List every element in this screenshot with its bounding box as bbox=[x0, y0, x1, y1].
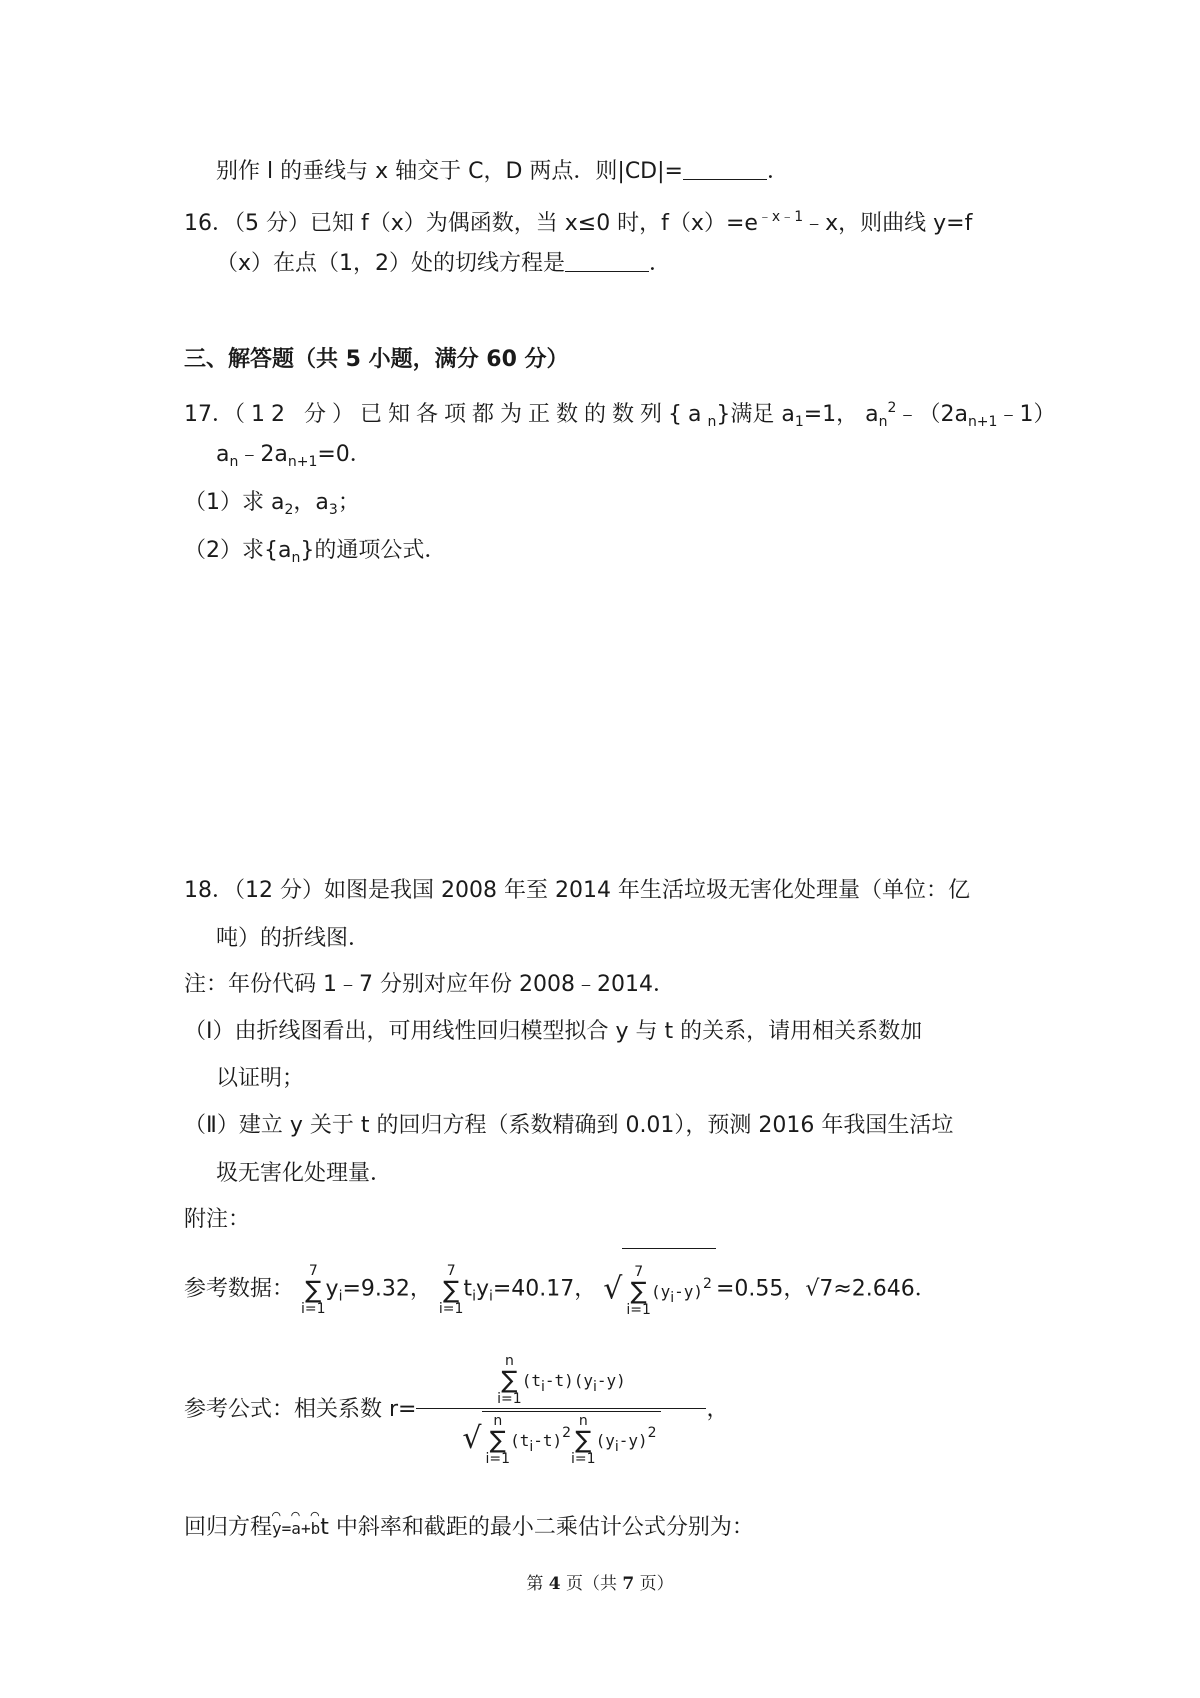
q17-line2 bbox=[216, 440, 372, 477]
ref-y: y bbox=[325, 1276, 339, 1302]
q18-text-1: （12 分）如图是我国 2008 年至 2014 年生活垃圾无害化处理量（单位：亿 bbox=[234, 878, 970, 903]
den-sum1-sigma: ∑ bbox=[489, 1426, 506, 1454]
ref-y2: y bbox=[475, 1276, 489, 1302]
num-sum-bottom: i=1 bbox=[497, 1391, 522, 1407]
sum3-top: 7 bbox=[634, 1264, 644, 1280]
q17-l2-b: ﹣2a bbox=[238, 442, 288, 467]
sq-sup: 2 bbox=[703, 1276, 712, 1292]
q17-l2-sub-np1: n+1 bbox=[287, 454, 318, 470]
den-sum2-bottom: i=1 bbox=[571, 1451, 596, 1467]
q18-appendix-text: 附注： bbox=[184, 1207, 251, 1232]
q15-tail-line bbox=[216, 157, 789, 187]
q17-sup-2: 2 bbox=[887, 400, 897, 416]
num-sum-sigma: ∑ bbox=[501, 1366, 518, 1394]
q18-number: 18． bbox=[184, 878, 234, 903]
sum1-bottom: i=1 bbox=[301, 1300, 326, 1317]
q18-note-text: 注：年份代码 1﹣7 分别对应年份 2008﹣2014． bbox=[184, 972, 675, 997]
den-b-sub: i bbox=[614, 1439, 619, 1455]
ref-y-sub: i bbox=[338, 1288, 343, 1305]
q17-part1 bbox=[184, 488, 360, 525]
fraction-denominator bbox=[416, 1409, 706, 1466]
ref-val-3: =0.55， bbox=[715, 1276, 806, 1302]
num-sum-top: n bbox=[504, 1353, 514, 1369]
q17-p1-sub3: 3 bbox=[328, 502, 338, 518]
page-footer bbox=[0, 1569, 1200, 1594]
regression-text-a: 回归方程 bbox=[184, 1515, 273, 1540]
footer-total-pages: 7 bbox=[622, 1574, 635, 1594]
sq-sub: i bbox=[670, 1290, 675, 1306]
q15-answer-blank bbox=[683, 159, 767, 180]
footer-a: 第 bbox=[526, 1574, 549, 1594]
formula-end: ， bbox=[706, 1397, 729, 1422]
q16-line1 bbox=[184, 202, 972, 239]
sq-rest: -y) bbox=[674, 1282, 704, 1301]
den-sum1-top: n bbox=[493, 1413, 503, 1429]
q18-note bbox=[184, 970, 675, 1000]
q15-abs-cd: |CD|= bbox=[617, 159, 683, 184]
q16-text-a: （5 分）已知 f（x）为偶函数，当 x≤0 时，f（x）=e bbox=[234, 211, 758, 236]
den-sum2-sigma: ∑ bbox=[575, 1426, 592, 1454]
q17-text-d: ﹣（2a bbox=[896, 402, 968, 427]
ref-val-1: =9.32， bbox=[342, 1276, 432, 1302]
q17-line1 bbox=[184, 393, 1055, 437]
regression-y-hat: ⌒ y bbox=[272, 1514, 282, 1544]
regression-a-hat: ⌒ a bbox=[291, 1514, 301, 1544]
sqrt-box bbox=[622, 1248, 716, 1331]
sum2-sigma: ∑ bbox=[443, 1275, 460, 1304]
q16-number: 16． bbox=[184, 211, 234, 236]
q18-part2-line1 bbox=[184, 1111, 953, 1141]
den-a-rest: -t) bbox=[533, 1431, 563, 1450]
q17-l2-a: a bbox=[216, 442, 230, 467]
ref-t-sub: i bbox=[472, 1288, 476, 1305]
footer-c: 页） bbox=[634, 1574, 674, 1594]
num-b: -t)(y bbox=[544, 1371, 594, 1390]
q18-text-2: 吨）的折线图． bbox=[216, 926, 371, 951]
q17-sub-np1: n+1 bbox=[967, 414, 998, 430]
den-b-rest: -y) bbox=[618, 1431, 648, 1450]
footer-b: 页（共 bbox=[560, 1574, 623, 1594]
radical-icon: √ bbox=[603, 1271, 623, 1307]
regression-t: t bbox=[320, 1515, 329, 1540]
regression-plus: + bbox=[300, 1519, 311, 1538]
den-a-sub: i bbox=[529, 1439, 534, 1455]
q18-part2-text-2: 圾无害化处理量． bbox=[216, 1161, 393, 1186]
q18-line1 bbox=[184, 876, 970, 906]
num-a-sub: i bbox=[540, 1379, 545, 1395]
den-a: (t bbox=[510, 1431, 530, 1450]
q18-part2-text-1: （Ⅱ）建立 y 关于 t 的回归方程（系数精确到 0.01），预测 2016 年我国生活垃 bbox=[184, 1113, 954, 1138]
q16-text-c: （x）在点（1，2）处的切线方程是 bbox=[216, 251, 566, 276]
ref-data-label: 参考数据： bbox=[184, 1276, 295, 1302]
den-sqrt bbox=[482, 1411, 661, 1466]
num-a: (t bbox=[521, 1371, 541, 1390]
q15-tail-text: 别作 l 的垂线与 x 轴交于 C，D 两点．则 bbox=[216, 159, 618, 184]
q16-line2 bbox=[216, 249, 671, 279]
den-b: (y bbox=[595, 1431, 615, 1450]
q18-part1-text-1: （Ⅰ）由折线图看出，可用线性回归模型拟合 y 与 t 的关系，请用相关系数加 bbox=[184, 1019, 923, 1044]
regression-text-b: 中斜率和截距的最小二乘估计公式分别为： bbox=[328, 1515, 754, 1540]
ref-y2-sub: i bbox=[488, 1288, 493, 1305]
q18-part2-line2 bbox=[216, 1159, 392, 1189]
num-c: -y) bbox=[596, 1371, 626, 1390]
q17-number: 17． bbox=[184, 402, 234, 427]
q17-text-a: （12 分）已知各项都为正数的数列{a bbox=[234, 402, 708, 427]
regression-b-hat: ⌒ b bbox=[311, 1514, 321, 1544]
den-sum-1 bbox=[486, 1414, 511, 1466]
den-radical-icon: √ bbox=[462, 1421, 482, 1456]
q17-text-e: ﹣1） bbox=[997, 402, 1056, 427]
sum-symbol-2 bbox=[439, 1264, 464, 1316]
ref-formula-label: 参考公式：相关系数 r= bbox=[184, 1397, 417, 1422]
sum3-sigma: ∑ bbox=[630, 1277, 647, 1305]
q17-p1-a: （1）求 a bbox=[184, 490, 285, 515]
ref-formula-line bbox=[184, 1340, 729, 1480]
q18-line2 bbox=[216, 924, 370, 954]
q18-part1-line2 bbox=[216, 1064, 304, 1094]
sum1-top: 7 bbox=[308, 1262, 318, 1279]
den-sum1-bottom: i=1 bbox=[485, 1451, 511, 1467]
q17-sub-n2: n bbox=[878, 414, 888, 430]
section-title bbox=[184, 345, 569, 375]
fraction-numerator bbox=[416, 1354, 706, 1409]
ref-t: t bbox=[463, 1276, 473, 1302]
correlation-fraction bbox=[416, 1354, 706, 1466]
q17-part2 bbox=[184, 536, 446, 573]
sum2-bottom: i=1 bbox=[438, 1300, 464, 1317]
sum-symbol-1 bbox=[301, 1264, 326, 1316]
q17-p2-a: （2）求{a bbox=[184, 538, 292, 563]
q18-appendix bbox=[184, 1205, 250, 1235]
regression-eq: = bbox=[281, 1519, 292, 1538]
den-sum2-top: n bbox=[578, 1413, 588, 1429]
q16-text-end: ． bbox=[649, 251, 672, 276]
q18-part1-line1 bbox=[184, 1017, 922, 1047]
q16-text-b: ﹣x，则曲线 y=f bbox=[803, 211, 973, 236]
footer-page-number: 4 bbox=[548, 1574, 561, 1594]
q17-p1-sub2: 2 bbox=[284, 502, 294, 518]
q17-sub-1: 1 bbox=[794, 414, 804, 430]
sum3-bottom: i=1 bbox=[626, 1302, 651, 1318]
sq-expr: (y bbox=[650, 1282, 671, 1301]
num-sum bbox=[497, 1354, 522, 1406]
section-title-text: 三、解答题（共 5 小题，满分 60 分） bbox=[184, 347, 569, 372]
den-sup: 2 bbox=[562, 1425, 572, 1441]
regression-line bbox=[184, 1513, 754, 1544]
ref-data-line bbox=[184, 1248, 937, 1318]
num-b-sub: i bbox=[593, 1379, 597, 1395]
q17-text-c: =1， a bbox=[803, 402, 879, 427]
q17-sub-n: n bbox=[707, 414, 717, 430]
den-sum-2 bbox=[571, 1414, 596, 1466]
q17-p1-c: ； bbox=[337, 490, 360, 515]
q17-text-b: }满足 a bbox=[716, 402, 795, 427]
den-sup2: 2 bbox=[647, 1425, 657, 1441]
sum-symbol-3 bbox=[626, 1265, 651, 1317]
q16-exponent: ﹣x﹣1 bbox=[757, 209, 804, 225]
q17-p2-b: }的通项公式． bbox=[300, 538, 447, 563]
sum1-sigma: ∑ bbox=[305, 1275, 322, 1304]
q15-tail-end: ． bbox=[766, 159, 789, 184]
q17-l2-sub-n: n bbox=[229, 454, 239, 470]
ref-val-2: =40.17， bbox=[492, 1276, 597, 1302]
q17-l2-c: =0． bbox=[317, 442, 372, 467]
sum2-top: 7 bbox=[446, 1262, 456, 1279]
q16-answer-blank bbox=[565, 251, 649, 272]
q17-p2-sub: n bbox=[291, 550, 301, 566]
q18-part1-text-2: 以证明； bbox=[216, 1066, 305, 1091]
ref-val-4: √7≈2.646． bbox=[805, 1276, 937, 1302]
q17-p1-b: ，a bbox=[293, 490, 329, 515]
